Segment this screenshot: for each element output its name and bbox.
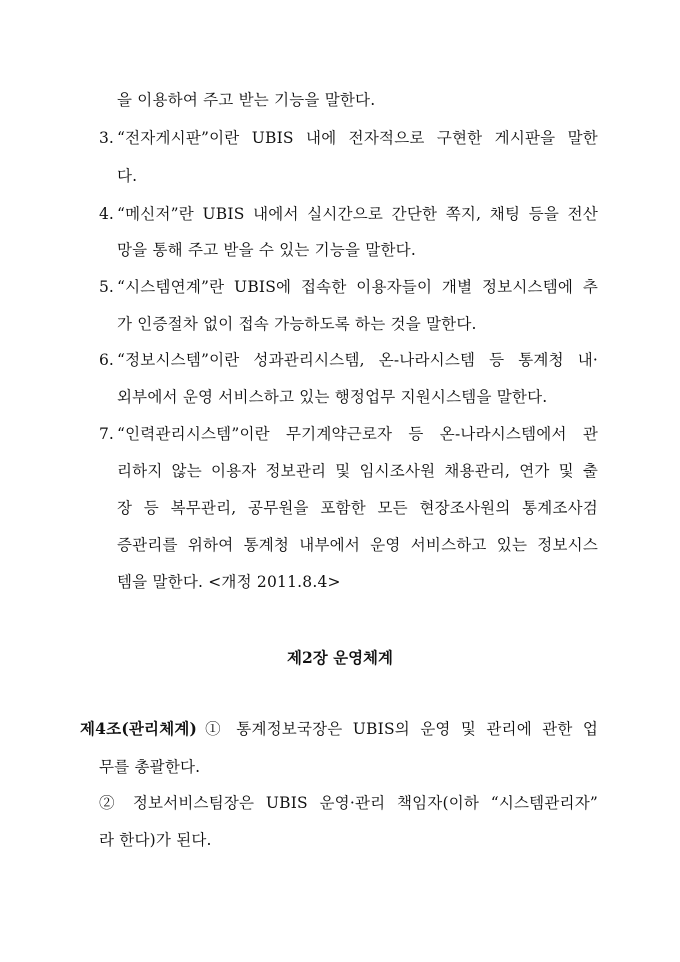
article-4-heading: 제4조(관리체계): [80, 719, 198, 738]
article-4-line-2: 무를 총괄한다.: [99, 758, 201, 776]
item-3-line-2: 다.: [117, 167, 138, 185]
item-3-line-1: “전자게시판”이란 UBIS 내에 전자적으로 구현한 게시판을 말한: [117, 129, 598, 147]
item-5-number: 5.: [99, 278, 114, 296]
article-4-clause-2: ② 정보서비스팀장은 UBIS 운영·관리 책임자(이하 “시스템관리자”: [99, 794, 598, 812]
item-7-line-3: 장 등 복무관리, 공무원을 포함한 모든 현장조사원의 통계조사검: [117, 499, 598, 517]
item-7-line-4: 증관리를 위하여 통계청 내부에서 운영 서비스하고 있는 정보시스: [117, 536, 598, 554]
chapter-heading: 제2장 운영체계: [286, 648, 394, 667]
item-6-line-1: “정보시스템”이란 성과관리시스템, 온-나라시스템 등 통계청 내·: [117, 351, 598, 369]
article-4-clause-1: ① 통계정보국장은 UBIS의 운영 및 관리에 관한 업: [205, 720, 598, 738]
item-3-number: 3.: [99, 129, 114, 147]
item-6-line-2: 외부에서 운영 서비스하고 있는 행정업무 지원시스템을 말한다.: [117, 388, 548, 406]
article-4-line-1: [80, 719, 598, 739]
item-6-number: 6.: [99, 351, 114, 369]
item-5-line-2: 가 인증절차 없이 접속 가능하도록 하는 것을 말한다.: [117, 315, 477, 333]
item-7-number: 7.: [99, 425, 114, 443]
item-7-line-5: 템을 말한다. <개정 2011.8.4>: [117, 573, 341, 591]
item-4-number: 4.: [99, 205, 114, 223]
article-4-line-4: 라 한다)가 된다.: [99, 831, 212, 849]
item-7-line-2: 리하지 않는 이용자 정보관리 및 임시조사원 채용관리, 연가 및 출: [117, 462, 598, 480]
item-4-line-1: “메신저”란 UBIS 내에서 실시간으로 간단한 쪽지, 채팅 등을 전산: [117, 205, 598, 223]
item-5-line-1: “시스템연계”란 UBIS에 접속한 이용자들이 개별 정보시스템에 추: [117, 278, 598, 296]
item-4-line-2: 망을 통해 주고 받을 수 있는 기능을 말한다.: [117, 241, 416, 259]
item-7-line-1: “인력관리시스템”이란 무기계약근로자 등 온-나라시스템에서 관: [117, 425, 598, 443]
item-2-continuation: 을 이용하여 주고 받는 기능을 말한다.: [117, 91, 376, 109]
